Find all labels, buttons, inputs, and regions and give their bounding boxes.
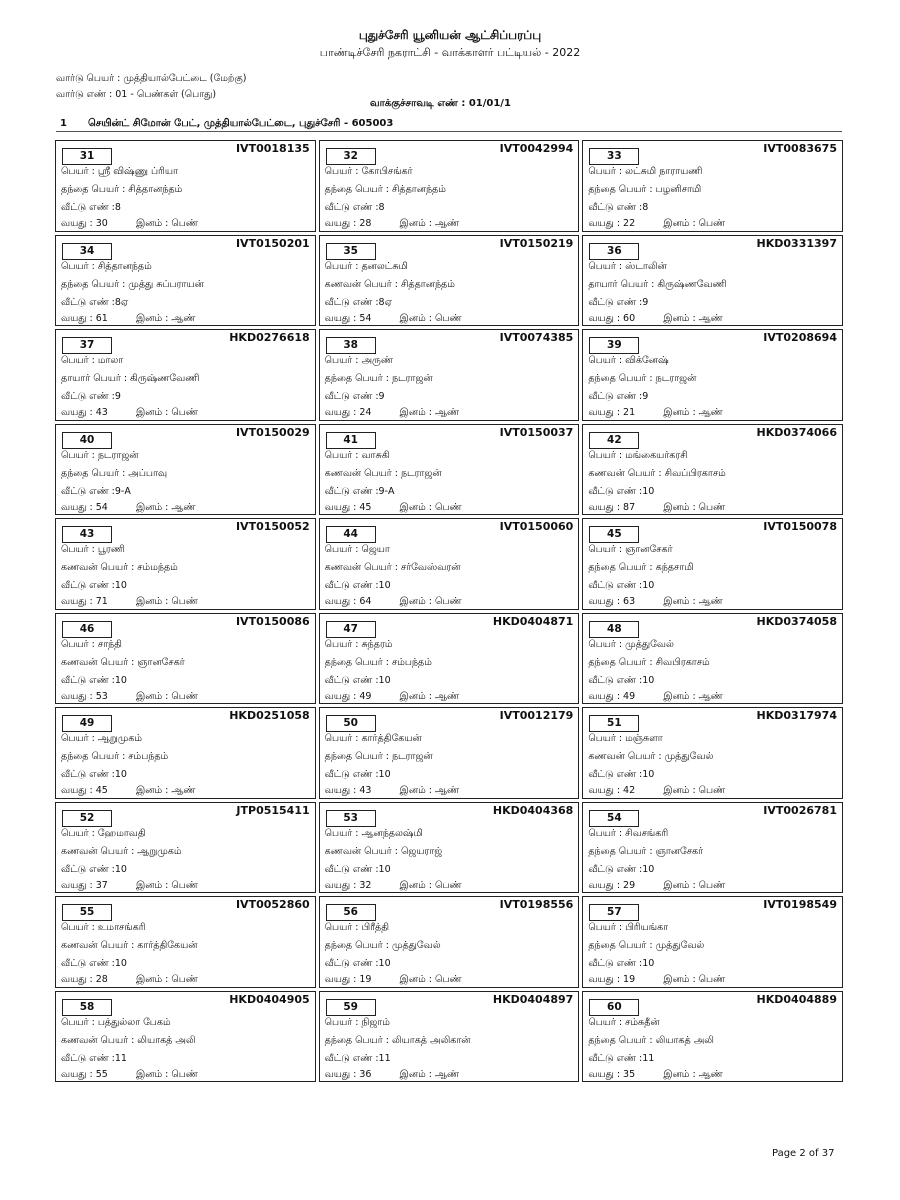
voter-card (55, 613, 316, 705)
voter-card (319, 613, 580, 705)
voter-house-number: வீட்டு எண் :10 (324, 674, 391, 686)
voter-epic-id: IVT0208694 (763, 331, 837, 344)
voter-house-number: வீட்டு எண் :10 (61, 958, 127, 969)
voter-name: பெயர் : ஆறுமுகம் (61, 733, 143, 744)
voter-card (319, 140, 580, 232)
voter-house-number: வீட்டு எண் :9-A (61, 485, 131, 497)
voter-name: பெயர் : உமாசங்கரி (61, 922, 146, 933)
voter-house-number: வீட்டு எண் :10 (324, 958, 391, 969)
voter-card (55, 329, 316, 421)
voter-epic-id: HKD0374066 (756, 425, 837, 439)
voter-serial-number: 51 (589, 715, 639, 732)
voter-serial-number: 41 (326, 432, 376, 449)
voter-card (582, 235, 843, 327)
voter-epic-id: IVT0150037 (499, 425, 574, 439)
voter-serial-number: 57 (589, 904, 639, 921)
voter-epic-id: IVT0150029 (235, 425, 310, 439)
voter-gender: இனம் : பெண் (663, 218, 726, 229)
voter-relation-name: கணவன் பெயர் : சர்வேஸ்வரன் (324, 562, 461, 573)
voter-epic-id: IVT0150060 (499, 520, 574, 533)
voter-card (55, 518, 316, 610)
voter-epic-id: IVT0026781 (763, 803, 837, 817)
voter-relation-name: கணவன் பெயர் : ஞானசேகர் (61, 656, 185, 668)
voter-house-number: வீட்டு எண் :8ஏ (324, 296, 392, 308)
voter-serial-number: 48 (589, 621, 639, 638)
voter-name: பெயர் : நடராஜன் (61, 449, 139, 461)
voter-age: வயது : 45 (324, 501, 372, 513)
voter-name: பெயர் : ஸ்டாலின் (588, 260, 667, 272)
voter-relation-name: தாயார் பெயர் : கிருஷ்ணவேணி (588, 278, 727, 290)
voter-relation-name: தந்தை பெயர் : சிவபிரகாசம் (588, 656, 710, 668)
voter-epic-id: IVT0083675 (763, 142, 837, 155)
voter-serial-number: 49 (62, 715, 112, 732)
voter-age: வயது : 63 (588, 596, 636, 607)
voter-card (319, 518, 580, 610)
voter-gender: இனம் : ஆண் (399, 407, 460, 418)
voter-gender: இனம் : பெண் (663, 785, 726, 796)
ward-name: வார்டு பெயர் : முத்தியால்பேட்டை (மேற்கு) (56, 73, 247, 84)
voter-serial-number: 42 (589, 432, 639, 449)
voter-epic-id: IVT0012179 (499, 709, 574, 722)
voter-name: பெயர் : விக்னேஷ் (588, 355, 669, 366)
voter-card (582, 329, 843, 421)
voter-house-number: வீட்டு எண் :10 (61, 674, 127, 686)
voter-age: வயது : 30 (61, 218, 108, 229)
section-name: செயின்ட் சிமோன் பேட், முத்தியால்பேட்டை, புதுச்சேரி - 605003 (88, 118, 394, 129)
voter-age: வயது : 19 (588, 974, 636, 985)
voter-house-number: வீட்டு எண் :11 (324, 1052, 391, 1064)
voter-name: பெயர் : மஞ்சுளா (588, 733, 663, 744)
voter-house-number: வீட்டு எண் :10 (588, 863, 655, 875)
voter-card (55, 707, 316, 799)
voter-serial-number: 38 (326, 337, 376, 354)
voter-card (319, 329, 580, 421)
voter-house-number: வீட்டு எண் :10 (588, 769, 655, 780)
voter-age: வயது : 28 (61, 974, 108, 985)
voter-serial-number: 54 (589, 810, 639, 827)
voter-house-number: வீட்டு எண் :10 (588, 485, 655, 497)
voter-house-number: வீட்டு எண் :8ஏ (61, 296, 129, 308)
voter-house-number: வீட்டு எண் :10 (588, 674, 655, 686)
voter-age: வயது : 64 (324, 596, 372, 607)
voter-serial-number: 37 (62, 337, 112, 354)
voter-age: வயது : 61 (61, 312, 108, 324)
voter-epic-id: HKD0251058 (229, 709, 310, 722)
voter-gender: இனம் : பெண் (136, 879, 198, 891)
voter-card (582, 518, 843, 610)
voter-name: பெயர் : மங்கையர்கரசி (588, 449, 688, 461)
voter-age: வயது : 53 (61, 690, 108, 702)
voter-epic-id: HKD0317974 (756, 709, 837, 722)
voter-epic-id: IVT0150052 (235, 520, 310, 533)
voter-gender: இனம் : பெண் (136, 1068, 198, 1080)
voter-gender: இனம் : பெண் (136, 407, 198, 418)
voter-relation-name: தந்தை பெயர் : ஞானசேகர் (588, 845, 704, 857)
voter-name: பெயர் : நிஜாம் (324, 1016, 390, 1028)
voter-name: பெயர் : மாலா (61, 355, 124, 366)
voter-card (319, 991, 580, 1083)
voter-serial-number: 45 (589, 526, 639, 543)
voter-house-number: வீட்டு எண் :9 (324, 391, 385, 402)
section-number: 1 (60, 118, 67, 129)
voter-epic-id: IVT0074385 (499, 331, 574, 344)
voter-relation-name: தாயார் பெயர் : கிருஷ்ணவேணி (61, 373, 200, 384)
voter-relation-name: தந்தை பெயர் : சித்தானந்தம் (61, 184, 183, 195)
voter-gender: இனம் : பெண் (399, 596, 462, 607)
voter-epic-id: IVT0150078 (763, 520, 837, 533)
voter-serial-number: 34 (62, 243, 112, 260)
voter-relation-name: கணவன் பெயர் : ஜெயராஜ் (324, 845, 443, 857)
voter-card (319, 235, 580, 327)
voter-relation-name: தந்தை பெயர் : சித்தானந்தம் (324, 184, 446, 195)
voter-epic-id: HKD0404871 (492, 614, 574, 628)
voter-age: வயது : 19 (324, 974, 372, 985)
voter-serial-number: 47 (326, 621, 376, 638)
voter-name: பெயர் : பத்துல்லா பேகம் (61, 1016, 171, 1028)
voter-house-number: வீட்டு எண் :11 (61, 1052, 127, 1064)
voter-house-number: வீட்டு எண் :10 (61, 863, 127, 875)
voter-gender: இனம் : பெண் (136, 596, 198, 607)
voter-relation-name: கணவன் பெயர் : நடராஜன் (324, 467, 442, 479)
voter-epic-id: IVT0052860 (235, 898, 310, 911)
voter-gender: இனம் : பெண் (663, 879, 726, 891)
voter-name: பெயர் : லட்சுமி நாராயணி (588, 166, 703, 177)
voter-relation-name: கணவன் பெயர் : ஆறுமுகம் (61, 845, 182, 857)
document-title: புதுச்சேரி யூனியன் ஆட்சிப்பரப்பு (358, 28, 542, 42)
voter-gender: இனம் : பெண் (399, 974, 462, 985)
voter-serial-number: 58 (62, 999, 112, 1016)
voter-name: பெயர் : ஆனந்தலஷ்மி (324, 827, 423, 839)
voter-house-number: வீட்டு எண் :10 (61, 580, 127, 591)
voter-gender: இனம் : ஆண் (663, 312, 723, 324)
voter-serial-number: 31 (62, 148, 112, 165)
voter-gender: இனம் : ஆண் (399, 690, 460, 702)
voter-relation-name: கணவன் பெயர் : சித்தானந்தம் (324, 278, 455, 290)
voter-card (319, 896, 580, 988)
voter-name: பெயர் : பூரணி (61, 544, 125, 555)
voter-name: பெயர் : சித்தானந்தம் (61, 260, 152, 272)
voter-house-number: வீட்டு எண் :8 (61, 202, 121, 213)
voter-relation-name: கணவன் பெயர் : சம்மந்தம் (61, 562, 178, 573)
voter-epic-id: HKD0404368 (492, 803, 574, 817)
voter-serial-number: 59 (326, 999, 376, 1016)
voter-relation-name: கணவன் பெயர் : முத்துவேல் (588, 751, 714, 762)
voter-age: வயது : 54 (61, 501, 108, 513)
voter-house-number: வீட்டு எண் :10 (588, 580, 655, 591)
voter-card (582, 707, 843, 799)
voter-age: வயது : 71 (61, 596, 108, 607)
voter-house-number: வீட்டு எண் :8 (324, 202, 385, 213)
voter-relation-name: தந்தை பெயர் : நடராஜன் (324, 373, 433, 384)
voter-house-number: வீட்டு எண் :10 (588, 958, 655, 969)
document-subtitle: பாண்டிச்சேரி நகராட்சி - வாக்காளர் பட்டியல் - 2022 (319, 46, 581, 59)
voter-gender: இனம் : பெண் (136, 690, 198, 702)
voter-card (55, 235, 316, 327)
voter-house-number: வீட்டு எண் :8 (588, 202, 649, 213)
voter-gender: இனம் : பெண் (399, 312, 462, 324)
voter-age: வயது : 49 (324, 690, 372, 702)
voter-epic-id: IVT0150201 (235, 236, 310, 250)
voter-serial-number: 32 (326, 148, 376, 165)
voter-gender: இனம் : ஆண் (663, 596, 723, 607)
voter-serial-number: 50 (326, 715, 376, 732)
voter-serial-number: 56 (326, 904, 376, 921)
section-divider (56, 131, 842, 132)
voter-gender: இனம் : ஆண் (136, 785, 196, 796)
voter-relation-name: கணவன் பெயர் : சிவப்பிரகாசம் (588, 467, 726, 479)
voter-card (582, 140, 843, 232)
voter-serial-number: 36 (589, 243, 639, 260)
voter-gender: இனம் : பெண் (399, 501, 462, 513)
page-number: Page 2 of 37 (772, 1148, 835, 1159)
voter-age: வயது : 36 (324, 1068, 372, 1080)
voter-relation-name: தந்தை பெயர் : நடராஜன் (324, 751, 433, 762)
voter-age: வயது : 45 (61, 785, 108, 796)
ward-number: வார்டு எண் : 01 - பெண்கள் (பொது) (56, 89, 217, 100)
voter-name: பெயர் : முத்துவேல் (588, 638, 674, 650)
voter-card (582, 991, 843, 1083)
voter-house-number: வீட்டு எண் :9 (588, 296, 649, 308)
voter-relation-name: தந்தை பெயர் : சம்பந்தம் (324, 656, 432, 668)
voter-epic-id: IVT0042994 (499, 142, 574, 155)
voter-relation-name: தந்தை பெயர் : லியாகத் அலிகான் (324, 1034, 471, 1046)
voter-serial-number: 44 (326, 526, 376, 543)
voter-serial-number: 46 (62, 621, 112, 638)
voter-house-number: வீட்டு எண் :9 (588, 391, 649, 402)
voter-epic-id: HKD0404905 (229, 992, 310, 1006)
voter-grid (55, 140, 843, 1082)
voter-gender: இனம் : ஆண் (136, 501, 196, 513)
voter-age: வயது : 60 (588, 312, 636, 324)
voter-serial-number: 53 (326, 810, 376, 827)
voter-age: வயது : 49 (588, 690, 636, 702)
voter-relation-name: தந்தை பெயர் : முத்துவேல் (324, 940, 441, 951)
voter-gender: இனம் : பெண் (663, 501, 726, 513)
voter-age: வயது : 24 (324, 407, 372, 418)
voter-name: பெயர் : பிரீத்தி (324, 922, 390, 933)
voter-age: வயது : 54 (324, 312, 372, 324)
voter-age: வயது : 29 (588, 879, 636, 891)
voter-age: வயது : 35 (588, 1068, 636, 1080)
voter-serial-number: 55 (62, 904, 112, 921)
voter-gender: இனம் : ஆண் (399, 1068, 460, 1080)
voter-relation-name: தந்தை பெயர் : அப்பாவு (61, 467, 168, 479)
voter-gender: இனம் : ஆண் (399, 785, 460, 796)
voter-epic-id: IVT0150086 (235, 614, 310, 628)
voter-name: பெயர் : சிவசங்கரி (588, 827, 669, 839)
voter-age: வயது : 43 (61, 407, 108, 418)
voter-epic-id: HKD0374058 (756, 614, 837, 628)
voter-serial-number: 43 (62, 526, 112, 543)
voter-name: பெயர் : ஸ்ரீ விஷ்ணு ப்ரியா (61, 166, 178, 177)
voter-relation-name: கணவன் பெயர் : கார்த்திகேயன் (61, 940, 198, 951)
voter-gender: இனம் : பெண் (136, 974, 198, 985)
voter-name: பெயர் : வாசுகி (324, 449, 390, 461)
voter-card (55, 991, 316, 1083)
voter-age: வயது : 42 (588, 785, 636, 796)
voter-card (319, 424, 580, 516)
voter-gender: இனம் : ஆண் (663, 690, 723, 702)
voter-gender: இனம் : ஆண் (663, 407, 723, 418)
voter-age: வயது : 32 (324, 879, 372, 891)
voter-serial-number: 35 (326, 243, 376, 260)
voter-epic-id: HKD0404897 (492, 992, 574, 1006)
voter-age: வயது : 28 (324, 218, 372, 229)
voter-gender: இனம் : பெண் (136, 218, 198, 229)
voter-house-number: வீட்டு எண் :10 (324, 580, 391, 591)
voter-name: பெயர் : சாந்தி (61, 638, 122, 650)
voter-age: வயது : 87 (588, 501, 636, 513)
voter-gender: இனம் : பெண் (399, 879, 462, 891)
voter-name: பெயர் : அருண் (324, 355, 393, 366)
voter-relation-name: தந்தை பெயர் : கந்தசாமி (588, 562, 694, 573)
voter-serial-number: 40 (62, 432, 112, 449)
voter-epic-id: IVT0018135 (235, 142, 310, 155)
voter-serial-number: 52 (62, 810, 112, 827)
voter-gender: இனம் : ஆண் (399, 218, 460, 229)
voter-relation-name: கணவன் பெயர் : லியாகத் அலி (61, 1034, 196, 1046)
voter-name: பெயர் : கார்த்திகேயன் (324, 733, 422, 744)
voter-house-number: வீட்டு எண் :9-A (324, 485, 395, 497)
voter-epic-id: JTP0515411 (236, 803, 310, 817)
voter-relation-name: தந்தை பெயர் : லியாகத் அலி (588, 1034, 714, 1046)
voter-name: பெயர் : சம்சுதீன் (588, 1016, 660, 1028)
voter-serial-number: 33 (589, 148, 639, 165)
voter-card (55, 140, 316, 232)
voter-age: வயது : 21 (588, 407, 636, 418)
voter-epic-id: HKD0331397 (756, 236, 837, 250)
voter-card (582, 802, 843, 894)
voter-epic-id: IVT0198549 (763, 898, 837, 911)
voter-age: வயது : 55 (61, 1068, 108, 1080)
voter-gender: இனம் : ஆண் (663, 1068, 723, 1080)
voter-name: பெயர் : கோபிசங்கர் (324, 166, 413, 177)
voter-house-number: வீட்டு எண் :10 (324, 769, 391, 780)
voter-name: பெயர் : ஹேமாவதி (61, 827, 146, 839)
voter-name: பெயர் : தனலட்சுமி (324, 260, 408, 272)
voter-gender: இனம் : ஆண் (136, 312, 196, 324)
voter-name: பெயர் : ஜெயா (324, 544, 390, 555)
voter-card (582, 613, 843, 705)
voter-epic-id: IVT0198556 (499, 898, 574, 911)
voter-card (319, 707, 580, 799)
voter-relation-name: தந்தை பெயர் : முத்துவேல் (588, 940, 705, 951)
voter-card (55, 424, 316, 516)
voter-card (582, 424, 843, 516)
voter-epic-id: IVT0150219 (499, 236, 574, 250)
voter-relation-name: தந்தை பெயர் : முத்து சுப்பராயன் (61, 278, 204, 290)
voter-house-number: வீட்டு எண் :10 (61, 769, 127, 780)
voter-card (319, 802, 580, 894)
voter-serial-number: 39 (589, 337, 639, 354)
voter-house-number: வீட்டு எண் :10 (324, 863, 391, 875)
voter-epic-id: HKD0404889 (756, 992, 837, 1006)
voter-age: வயது : 22 (588, 218, 636, 229)
voter-age: வயது : 37 (61, 879, 108, 891)
voter-age: வயது : 43 (324, 785, 372, 796)
voter-relation-name: தந்தை பெயர் : சம்பந்தம் (61, 751, 169, 762)
voter-house-number: வீட்டு எண் :11 (588, 1052, 655, 1064)
voter-card (55, 896, 316, 988)
voter-relation-name: தந்தை பெயர் : பழனிசாமி (588, 184, 702, 195)
voter-card (582, 896, 843, 988)
polling-booth-number: வாக்குச்சாவடி எண் : 01/01/1 (370, 98, 511, 109)
voter-name: பெயர் : ஞானசேகர் (588, 544, 673, 555)
voter-name: பெயர் : சுந்தரம் (324, 638, 393, 650)
voter-card (55, 802, 316, 894)
voter-epic-id: HKD0276618 (229, 331, 310, 344)
voter-gender: இனம் : பெண் (663, 974, 726, 985)
voter-name: பெயர் : பிரியங்கா (588, 922, 669, 933)
voter-relation-name: தந்தை பெயர் : நடராஜன் (588, 373, 697, 384)
voter-house-number: வீட்டு எண் :9 (61, 391, 121, 402)
voter-serial-number: 60 (589, 999, 639, 1016)
